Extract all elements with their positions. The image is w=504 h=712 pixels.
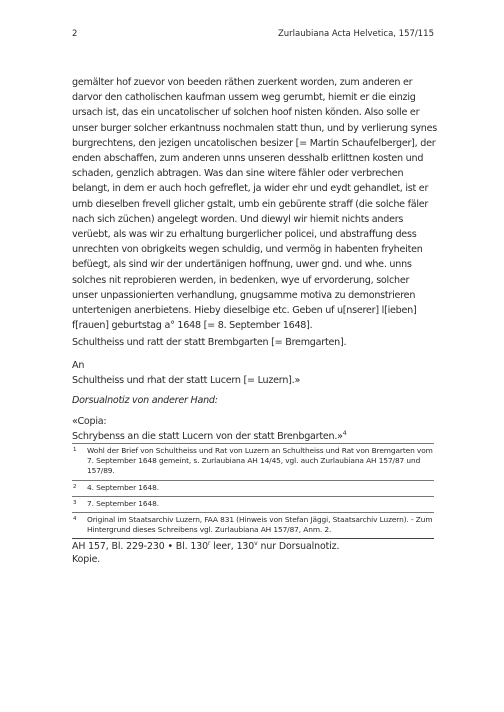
copia-text: Schrybenss an die statt Lucern von der statt Brenbgarten.» — [72, 431, 343, 443]
footnote — [72, 496, 434, 512]
running-head: Zurlaubiana Acta Helvetica, 157/115 — [277, 29, 434, 39]
footnote-number: 4 — [73, 516, 77, 523]
address-an: An — [72, 359, 85, 371]
page-number: 2 — [72, 29, 78, 39]
footnote — [72, 512, 434, 538]
source-ref-cont: leer, 130 — [210, 541, 255, 553]
footnote-text: 4. September 1648. — [87, 482, 159, 492]
source-type: Kopie. — [72, 553, 101, 565]
dorsal-note-label: Dorsualnotiz von anderer Hand: — [72, 395, 218, 407]
address-recipient: Schultheiss und rhat der statt Lucern [= Luzern].» — [72, 374, 301, 386]
source-line — [72, 541, 434, 554]
footnote-text: Wohl der Brief von Schultheiss und Rat von Luzern an Schultheiss und Rat von Bremgarten vom 7. September 1648 gemeint, s. Zurlaubiana AH 14/45, vgl. auch Zurlaubiana AH 157/87 und 157/89. — [87, 446, 433, 476]
footnote-text: Original im Staatsarchiv Luzern, FAA 831 (Hinweis von Stefan Jäggi, Staatsarchiv Luzern). - Zum Hintergrund dieses Schreibens vgl. Zurlaubiana AH 157/87, Anm. 2. — [87, 515, 433, 535]
source-ref-end: nur Dorsualnotiz. — [257, 541, 340, 553]
footnote-ref-4: 4 — [342, 430, 347, 438]
footnote — [72, 480, 434, 496]
letter-body — [72, 75, 437, 445]
recto-mark: r — [207, 540, 211, 548]
verso-mark: v — [254, 540, 258, 548]
footnote-text: 7. September 1648. — [87, 498, 159, 508]
signature: Schultheiss und ratt der statt Brembgarten [= Bremgarten]. — [72, 337, 347, 349]
footnote-number: 1 — [73, 447, 77, 453]
footnote-number: 2 — [73, 483, 77, 490]
footnotes — [72, 443, 434, 566]
copia-label: «Copia: — [72, 416, 107, 428]
footnote-number: 3 — [73, 499, 77, 506]
body-paragraph: gemälter hof zuevor von beeden räthen zuerkent worden, zum anderen er darvor den catholischen kaufman ussem weg gerumbt, hiemit er die einzig ursach ist, das ein uncatolischer uf solchen hoof nisten könden. Also solle er unser burger solcher erkantnuss nochmalen statt thun, und by verlierung synes burgrechtens, den jezigen uncatolischen besizer [= Martin Schaufelberger], der enden abschaffen, zum anderen unns unseren desshalb erlittnen kosten und schaden, genzlich abtragen. Was dan sine witere fähler oder verbrechen belangt, in dem er auch hoch gefreflet, ja wider ehr und eydt gehandlet, ist er umb dieselben frevell glicher gstalt, umb ein gebürente straff (die solche fäler nach sich züchen) angelegt worden. Und diewyl wir hiemit nichts anders verüebt, als was wir zu erhaltung burgerlicher policei, und abstraffung dess unrechten von obrigkeits wegen schuldig, und vermög in habenten fryheiten befüegt, als sind wir der undertänigen hoffnung, uwer gnd. und whe. unns solches nit reprobieren werden, in bedenken, wye uf ervorderung, solcher unser unpassionierten verhandlung, gnugsamme motiva zu demonstrieren untertenigen anerbietens. Hieby dieselbige etc. Geben uf u[nserer] l[ieben] f[rauen] geburtstag a° 1648 [= 8. September 1648]. — [72, 77, 438, 332]
footnote — [72, 443, 434, 480]
source-ref: AH 157, Bl. 229-230 • Bl. 130 — [72, 541, 208, 553]
source-note — [72, 538, 434, 566]
